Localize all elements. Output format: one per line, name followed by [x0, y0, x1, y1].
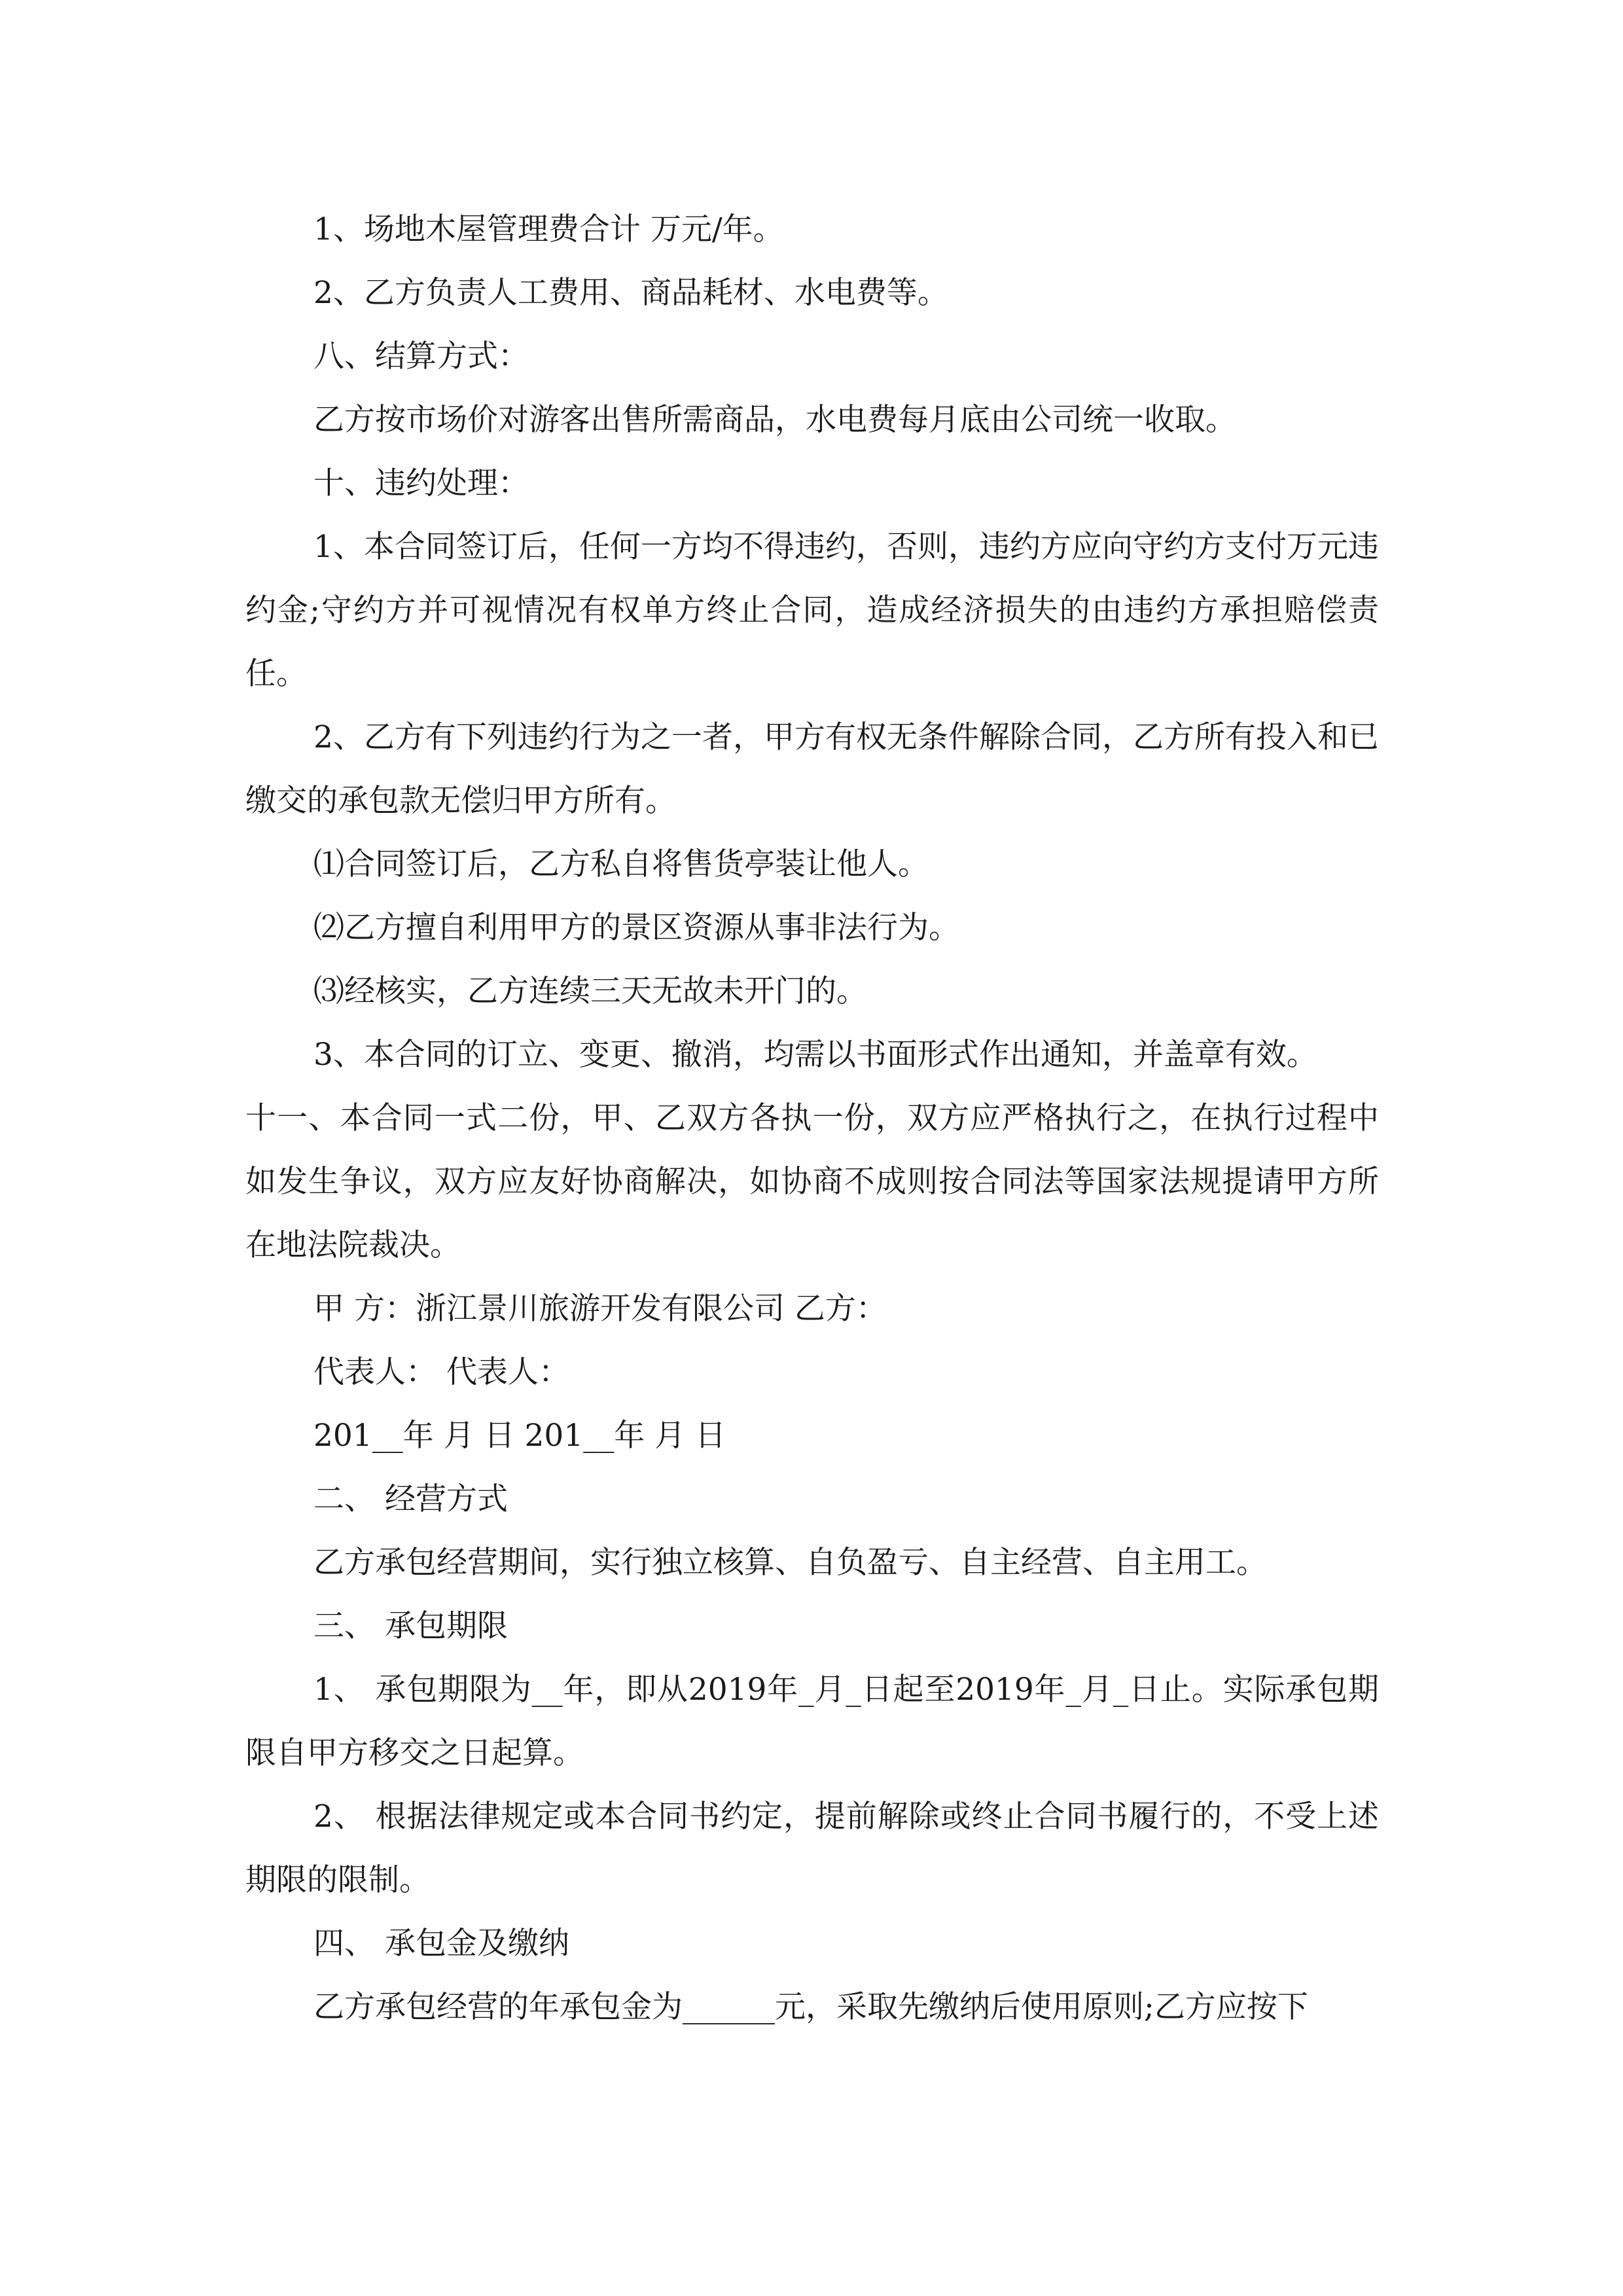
clause-term-1: 1、 承包期限为__年，即从2019年_月_日起至2019年_月_日止。实际承包期限自甲方移交之日起算。	[245, 1672, 1379, 1771]
clause-eleven: 十一、本合同一式二份，甲、乙双方各执一份，双方应严格执行之，在执行过程中如发生争议，双方应友好协商解决，如协商不成则按合同法等国家法规提请甲方所在地法院裁决。	[245, 1100, 1379, 1263]
clause-settlement: 乙方按市场价对游客出售所需商品，水电费每月底由公司统一收取。	[313, 402, 1236, 438]
clause-breach-3: 3、本合同的订立、变更、撤消，均需以书面形式作出通知，并盖章有效。	[313, 1037, 1317, 1073]
heading-settlement: 八、结算方式：	[313, 338, 529, 374]
breach-item-3: ⑶经核实，乙方连续三天无故未开门的。	[313, 973, 867, 1009]
heading-operation-mode: 二、 经营方式	[313, 1481, 508, 1517]
clause-operation-mode: 乙方承包经营期间，实行独立核算、自负盈亏、自主经营、自主用工。	[313, 1545, 1267, 1581]
clause-party-b-costs: 2、乙方负责人工费用、商品耗材、水电费等。	[313, 275, 948, 311]
heading-contract-term: 三、 承包期限	[313, 1608, 508, 1644]
heading-breach: 十、违约处理：	[313, 465, 529, 501]
clause-fee-total: 1、场地木屋管理费合计 万元/年。	[313, 211, 784, 247]
signature-representatives: 代表人： 代表人：	[313, 1354, 569, 1390]
signature-parties: 甲 方：浙江景川旅游开发有限公司 乙方：	[313, 1291, 887, 1327]
signature-dates: 201__年 月 日 201__年 月 日	[313, 1418, 726, 1454]
clause-breach-1: 1、本合同签订后，任何一方均不得违约，否则，违约方应向守约方支付万元违约金;守约方并可视情况有权单方终止合同，造成经济损失的由违约方承担赔偿责任。	[245, 529, 1379, 692]
clause-breach-2: 2、乙方有下列违约行为之一者，甲方有权无条件解除合同，乙方所有投入和已缴交的承包款无偿归甲方所有。	[245, 719, 1379, 819]
contract-body	[245, 198, 1379, 2039]
heading-contract-fee: 四、 承包金及缴纳	[313, 1926, 569, 1962]
clause-contract-fee: 乙方承包经营的年承包金为______元，采取先缴纳后使用原则;乙方应按下	[313, 1989, 1308, 2025]
breach-item-1: ⑴合同签订后，乙方私自将售货亭装让他人。	[313, 846, 929, 882]
breach-item-2: ⑵乙方擅自利用甲方的景区资源从事非法行为。	[313, 910, 959, 946]
clause-term-2: 2、 根据法律规定或本合同书约定，提前解除或终止合同书履行的，不受上述期限的限制。	[245, 1799, 1379, 1898]
